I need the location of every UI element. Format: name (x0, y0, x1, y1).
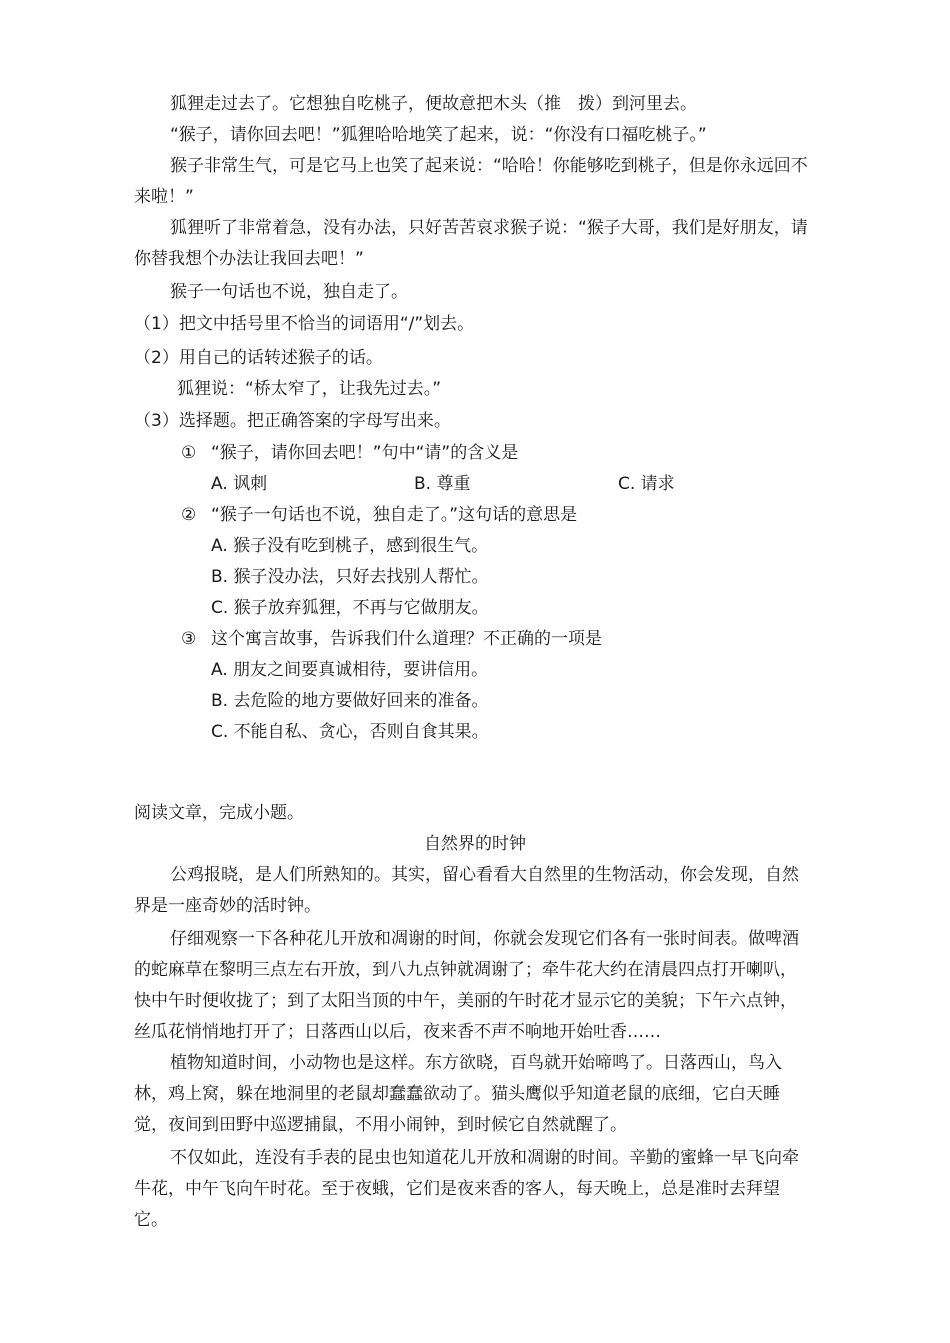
sub-question-2-text: “猴子一句话也不说，独自走了。”这句话的意思是 (211, 505, 578, 525)
sub-question-1-number: ① (181, 443, 197, 463)
article-line-8: 林，鸡上窝，躲在地洞里的老鼠却蠢蠢欲动了。猫头鹰似乎知道老鼠的底细，它白天睡 (134, 1084, 780, 1104)
article-line-1: 公鸡报晓，是人们所熟知的。其实，留心看看大自然里的生物活动，你会发现，自然 (170, 865, 799, 885)
article-line-12: 它。 (134, 1210, 168, 1230)
story-line-1: 狐狸走过去了。它想独自吃桃子，便故意把木头（推 拨）到河里去。 (170, 94, 697, 114)
sub-question-3-number: ③ (181, 629, 197, 649)
sub-question-2-number: ② (181, 505, 197, 525)
story-line-5: 狐狸听了非常着急，没有办法，只好苦苦哀求猴子说：“猴子大哥，我们是好朋友，请 (170, 218, 808, 238)
article-line-2: 界是一座奇妙的活时钟。 (134, 896, 321, 916)
sub-question-3-text: 这个寓言故事，告诉我们什么道理？不正确的一项是 (211, 629, 602, 649)
story-line-3: 猴子非常生气，可是它马上也笑了起来说：“哈哈！你能够吃到桃子，但是你永远回不 (170, 156, 808, 176)
sub-question-2-option-c: C. 猴子放弃狐狸，不再与它做朋友。 (211, 598, 489, 618)
question-2-example: 狐狸说：“桥太窄了，让我先过去。” (177, 379, 442, 399)
story-line-6: 你替我想个办法让我回去吧！” (134, 249, 364, 269)
sub-question-3-option-a: A. 朋友之间要真诚相待，要讲信用。 (211, 660, 489, 680)
article-line-7: 植物知道时间，小动物也是这样。东方欲晓，百鸟就开始啼鸣了。日落西山，鸟入 (170, 1053, 782, 1073)
article-line-4: 的蛇麻草在黎明三点左右开放，到八九点钟就凋谢了；牵牛花大约在清晨四点打开喇叭， (134, 960, 797, 980)
section-instruction: 阅读文章，完成小题。 (134, 803, 304, 823)
story-line-2: “猴子，请你回去吧！”狐狸哈哈地笑了起来，说：“你没有口福吃桃子。” (170, 125, 707, 145)
sub-question-1-option-c: C. 请求 (618, 474, 675, 494)
question-1: （1）把文中括号里不恰当的词语用“/”划去。 (134, 314, 475, 334)
sub-question-3-option-b: B. 去危险的地方要做好回来的准备。 (211, 691, 489, 711)
question-2: （2）用自己的话转述猴子的话。 (134, 348, 383, 368)
sub-question-2-option-a: A. 猴子没有吃到桃子，感到很生气。 (211, 536, 489, 556)
article-line-5: 快中午时便收拢了；到了太阳当顶的中午，美丽的午时花才显示它的美貌；下午六点钟， (134, 991, 797, 1011)
article-title: 自然界的时钟 (424, 834, 526, 854)
sub-question-3-option-c: C. 不能自私、贪心，否则自食其果。 (211, 722, 489, 742)
story-line-7: 猴子一句话也不说，独自走了。 (170, 282, 408, 302)
story-line-4: 来啦！” (134, 187, 194, 207)
question-3: （3）选择题。把正确答案的字母写出来。 (134, 411, 451, 431)
article-line-3: 仔细观察一下各种花儿开放和凋谢的时间，你就会发现它们各有一张时间表。做啤酒 (170, 929, 799, 949)
sub-question-1-option-b: B. 尊重 (414, 474, 471, 494)
sub-question-2-option-b: B. 猴子没办法，只好去找别人帮忙。 (211, 567, 489, 587)
article-line-9: 觉，夜间到田野中巡逻捕鼠，不用小闹钟，到时候它自然就醒了。 (134, 1115, 627, 1135)
article-line-10: 不仅如此，连没有手表的昆虫也知道花儿开放和凋谢的时间。辛勤的蜜蜂一早飞向牵 (170, 1148, 799, 1168)
article-line-6: 丝瓜花悄悄地打开了；日落西山以后，夜来香不声不响地开始吐香…… (134, 1022, 661, 1042)
sub-question-1-option-a: A. 讽刺 (211, 474, 268, 494)
article-line-11: 牛花，中午飞向午时花。至于夜蛾，它们是夜来香的客人，每天晚上，总是准时去拜望 (134, 1179, 780, 1199)
sub-question-1-text: “猴子，请你回去吧！”句中“请”的含义是 (211, 443, 519, 463)
